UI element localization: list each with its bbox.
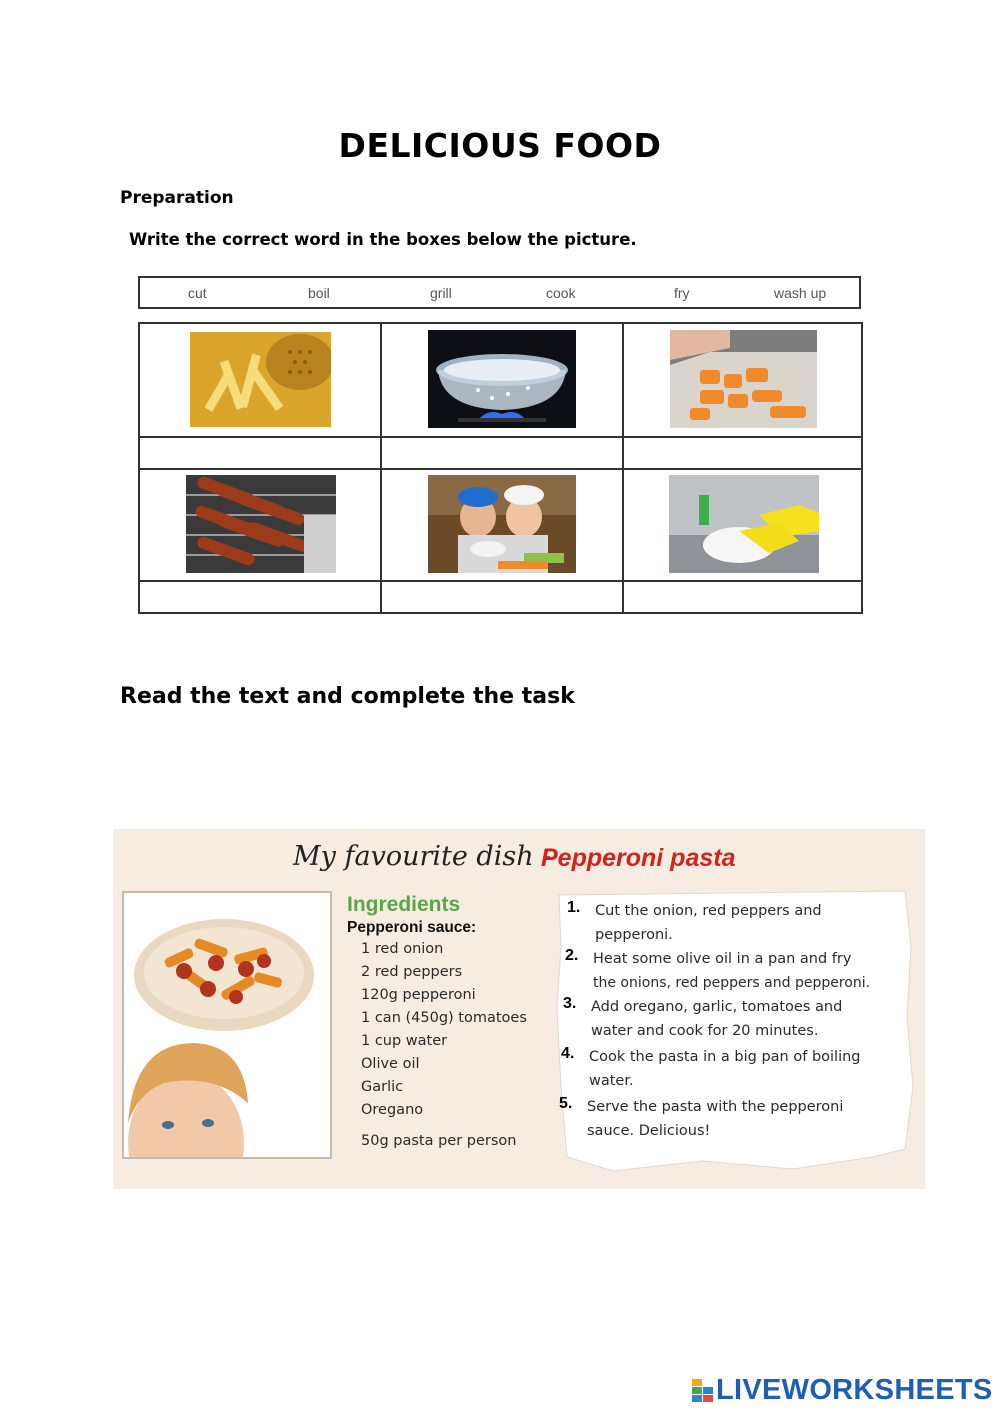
step-text: the onions, red peppers and pepperoni. bbox=[593, 975, 871, 991]
ingredient-item: Garlic bbox=[361, 1079, 404, 1095]
word-bank-item: boil bbox=[308, 285, 330, 301]
answer-box[interactable] bbox=[624, 581, 862, 613]
answer-box[interactable] bbox=[624, 437, 862, 467]
step-text: sauce. Delicious! bbox=[587, 1123, 711, 1139]
step-text: Serve the pasta with the pepperoni bbox=[587, 1099, 844, 1115]
preparation-label: Preparation bbox=[120, 188, 234, 208]
step-text: Heat some olive oil in a pan and fry bbox=[593, 951, 852, 967]
grilled-sausages-icon bbox=[186, 475, 336, 573]
recipe-photo bbox=[122, 891, 332, 1159]
word-bank-item: fry bbox=[674, 285, 690, 301]
step-number: 5. bbox=[559, 1095, 573, 1112]
ingredient-item: Oregano bbox=[361, 1102, 424, 1118]
word-bank-item: wash up bbox=[774, 285, 827, 301]
step-text: water. bbox=[589, 1073, 634, 1089]
recipe-title-dish: Pepperoni pasta bbox=[541, 844, 736, 872]
step-number: 3. bbox=[563, 995, 577, 1012]
recipe-title-prefix: My favourite dish - bbox=[293, 841, 552, 872]
word-bank-item: grill bbox=[430, 285, 452, 301]
fries-frying-icon bbox=[190, 332, 331, 427]
liveworksheets-logo bbox=[692, 1374, 992, 1406]
pasta-note: 50g pasta per person bbox=[361, 1133, 517, 1149]
logo-blocks-icon bbox=[692, 1379, 714, 1403]
cutting-carrots-icon bbox=[670, 330, 817, 428]
ingredient-item: Olive oil bbox=[361, 1056, 420, 1072]
step-text: Add oregano, garlic, tomatoes and bbox=[591, 999, 843, 1015]
method-card bbox=[553, 887, 915, 1175]
ingredient-item: 1 can (450g) tomatoes bbox=[361, 1010, 527, 1026]
answer-box[interactable] bbox=[382, 437, 622, 467]
answer-box[interactable] bbox=[140, 581, 380, 613]
word-bank-item: cut bbox=[188, 285, 207, 301]
instruction-text: Write the correct word in the boxes below the picture. bbox=[129, 230, 637, 249]
word-bank-item: cook bbox=[546, 285, 576, 301]
page-title: DELICIOUS FOOD bbox=[338, 126, 662, 165]
step-number: 4. bbox=[561, 1045, 575, 1062]
ingredient-item: 1 red onion bbox=[361, 941, 444, 957]
word-bank bbox=[138, 276, 861, 309]
children-cooking-icon bbox=[428, 475, 576, 573]
logo-text: LIVEWORKSHEETS bbox=[716, 1374, 993, 1406]
read-task-heading: Read the text and complete the task bbox=[120, 684, 575, 709]
ingredient-item: 2 red peppers bbox=[361, 964, 463, 980]
step-text: water and cook for 20 minutes. bbox=[591, 1023, 819, 1039]
ingredient-item: 120g pepperoni bbox=[361, 987, 476, 1003]
washing-dishes-icon bbox=[669, 475, 819, 573]
recipe-card bbox=[113, 829, 925, 1189]
boiling-water-pot-icon bbox=[428, 330, 576, 428]
step-text: pepperoni. bbox=[595, 927, 673, 943]
sauce-subheading: Pepperoni sauce: bbox=[347, 919, 477, 936]
picture-grid bbox=[138, 322, 863, 614]
answer-box[interactable] bbox=[382, 581, 622, 613]
answer-box[interactable] bbox=[140, 437, 380, 467]
step-number: 2. bbox=[565, 947, 579, 964]
ingredients-heading: Ingredients bbox=[347, 893, 461, 916]
step-number: 1. bbox=[567, 899, 581, 916]
step-text: Cut the onion, red peppers and bbox=[595, 903, 822, 919]
ingredient-item: 1 cup water bbox=[361, 1033, 448, 1049]
step-text: Cook the pasta in a big pan of boiling bbox=[589, 1049, 861, 1065]
